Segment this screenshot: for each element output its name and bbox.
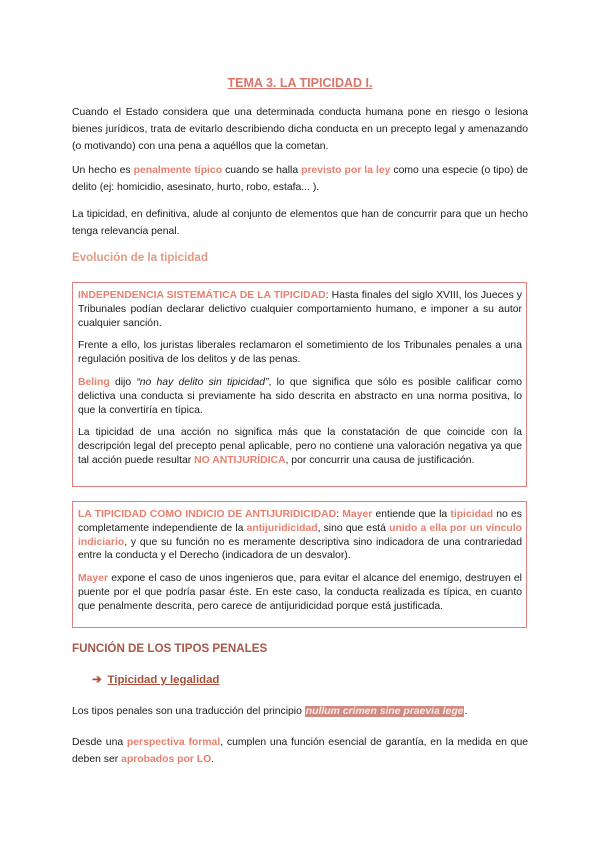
box2-p1-text-1: : (336, 509, 343, 520)
box1-p1-text: : Hasta finales del siglo XVIII, los Jueces y Tribunales podían declarar delictivo cualquier comportamiento humano, e imponer a su autor cualquier sanción. (78, 290, 522, 329)
intro-p2-highlight-2: previsto por la ley (301, 165, 391, 176)
box2-p1-highlight-5: unido a ella por un vínculo indiciario (78, 522, 523, 548)
box2-p1-text-2: entiende que la (372, 509, 451, 520)
box1-p1-highlight: INDEPENDENCIA SISTEMÁTICA DE LA TIPICIDAD (78, 290, 326, 301)
box1-p3-text-2: , lo que significa que sólo es posible calificar como delictiva una conducta si previamente ha sido descrita en abstracto en una norma positiva, lo que la convertiría en típica. (78, 376, 522, 416)
box1-paragraph-3 (78, 376, 522, 417)
evolution-heading: Evolución de la tipicidad (72, 251, 208, 264)
box1-p4-highlight: NO ANTIJURÍDICA (194, 454, 286, 466)
box2-p1-highlight-3: tipicidad (450, 509, 494, 520)
functions-p1-text-2: . (464, 706, 468, 717)
box-independencia (72, 282, 527, 487)
intro-p3-text: La tipicidad, en definitiva, alude al conjunto de elementos que han de concurrir para que un hecho tenga relevancia penal. (72, 209, 528, 237)
arrow-right-icon: ➔ (92, 674, 102, 686)
intro-paragraph-3 (72, 206, 528, 240)
box1-p3-quote: “no hay delito sin tipicidad” (136, 376, 269, 388)
intro-p2-text-2: cuando se halla (222, 165, 302, 176)
functions-p1-text-1: Los tipos penales son una traducción del principio (72, 706, 305, 717)
box2-paragraph-1 (78, 508, 522, 563)
box1-p4-text-2: , por concurrir una causa de justificación. (285, 454, 475, 466)
intro-p2-highlight-1: penalmente típico (133, 165, 223, 176)
box2-p1-text-3: no es completamente independiente de la (78, 509, 522, 534)
box1-p3-text-1: dijo (109, 376, 137, 388)
box1-p2-text: Frente a ello, los juristas liberales reclamaron el sometimiento de los Tribunales penales a una regulación positiva de los delitos y de las penas. (78, 340, 522, 366)
functions-p2-highlight-1: perspectiva formal (126, 737, 221, 748)
box2-p1-text-5: , y que su función no es meramente descriptiva sino indicadora de una contrariedad entre la conducta y el Derecho (indicadora de un desvalor). (78, 536, 522, 562)
functions-p2-text-2: , cumplen una función esencial de garantía, en la medida en que deben ser (72, 737, 529, 765)
box2-p1-highlight-2: Mayer (342, 509, 373, 520)
functions-p2-text-3: . (211, 754, 215, 765)
latin-principle-highlight: nullum crimen sine praevia lege (305, 706, 464, 717)
box1-paragraph-2 (78, 339, 522, 367)
box1-paragraph-1 (78, 289, 522, 330)
box2-p1-highlight-1: LA TIPICIDAD COMO INDICIO DE ANTIJURIDICIDAD (78, 509, 337, 520)
intro-paragraph-2 (72, 162, 528, 196)
subheading-tipicidad-legalidad (92, 672, 219, 686)
box-indicio (72, 501, 527, 628)
intro-p1-text: Cuando el Estado considera que una determinada conducta humana pone en riesgo o lesiona bienes jurídicos, trata de evitarlo describiendo dicha conducta en un precepto legal y amenazando (o motivando) con una pena a aquéllos que la cometan. (72, 107, 528, 152)
box2-p2-highlight: Mayer (78, 573, 109, 585)
functions-heading: FUNCIÓN DE LOS TIPOS PENALES (72, 642, 268, 655)
box2-p1-highlight-4: antijuridicidad (246, 522, 318, 534)
box2-paragraph-2 (78, 572, 522, 613)
box2-p2-text: expone el caso de unos ingenieros que, para evitar el alcance del enemigo, destruyen el puente por el que podría pasar éste. En este caso, la conducta realizada es típica, en cuanto que penalmente descrita, pero carece de antijuridicidad porque está justificada. (78, 573, 522, 612)
box1-p4-text-1: La tipicidad de una acción no significa más que la constatación de que coincide con la descripción legal del precepto penal aplicable, pero no contiene una valoración negativa ya que tal acción puede resultar (78, 427, 522, 466)
intro-p2-text-3: como una especie (o tipo) de delito (ej: homicidio, asesinato, hurto, robo, estafa... ). (72, 165, 529, 193)
functions-paragraph-1 (72, 703, 528, 720)
subheading-label: Tipicidad y legalidad (107, 674, 220, 686)
functions-p2-text-1: Desde una (72, 737, 127, 748)
box2-p1-text-4: , sino que está (317, 522, 390, 534)
functions-p2-highlight-2: aprobados por LO (121, 754, 212, 765)
box1-p3-highlight: Beling (78, 376, 110, 388)
functions-paragraph-2 (72, 734, 528, 768)
intro-paragraph-1 (72, 104, 528, 155)
box1-paragraph-4 (78, 426, 522, 467)
intro-p2-text-1: Un hecho es (72, 165, 134, 176)
page-title: TEMA 3. LA TIPICIDAD I. (227, 76, 373, 90)
